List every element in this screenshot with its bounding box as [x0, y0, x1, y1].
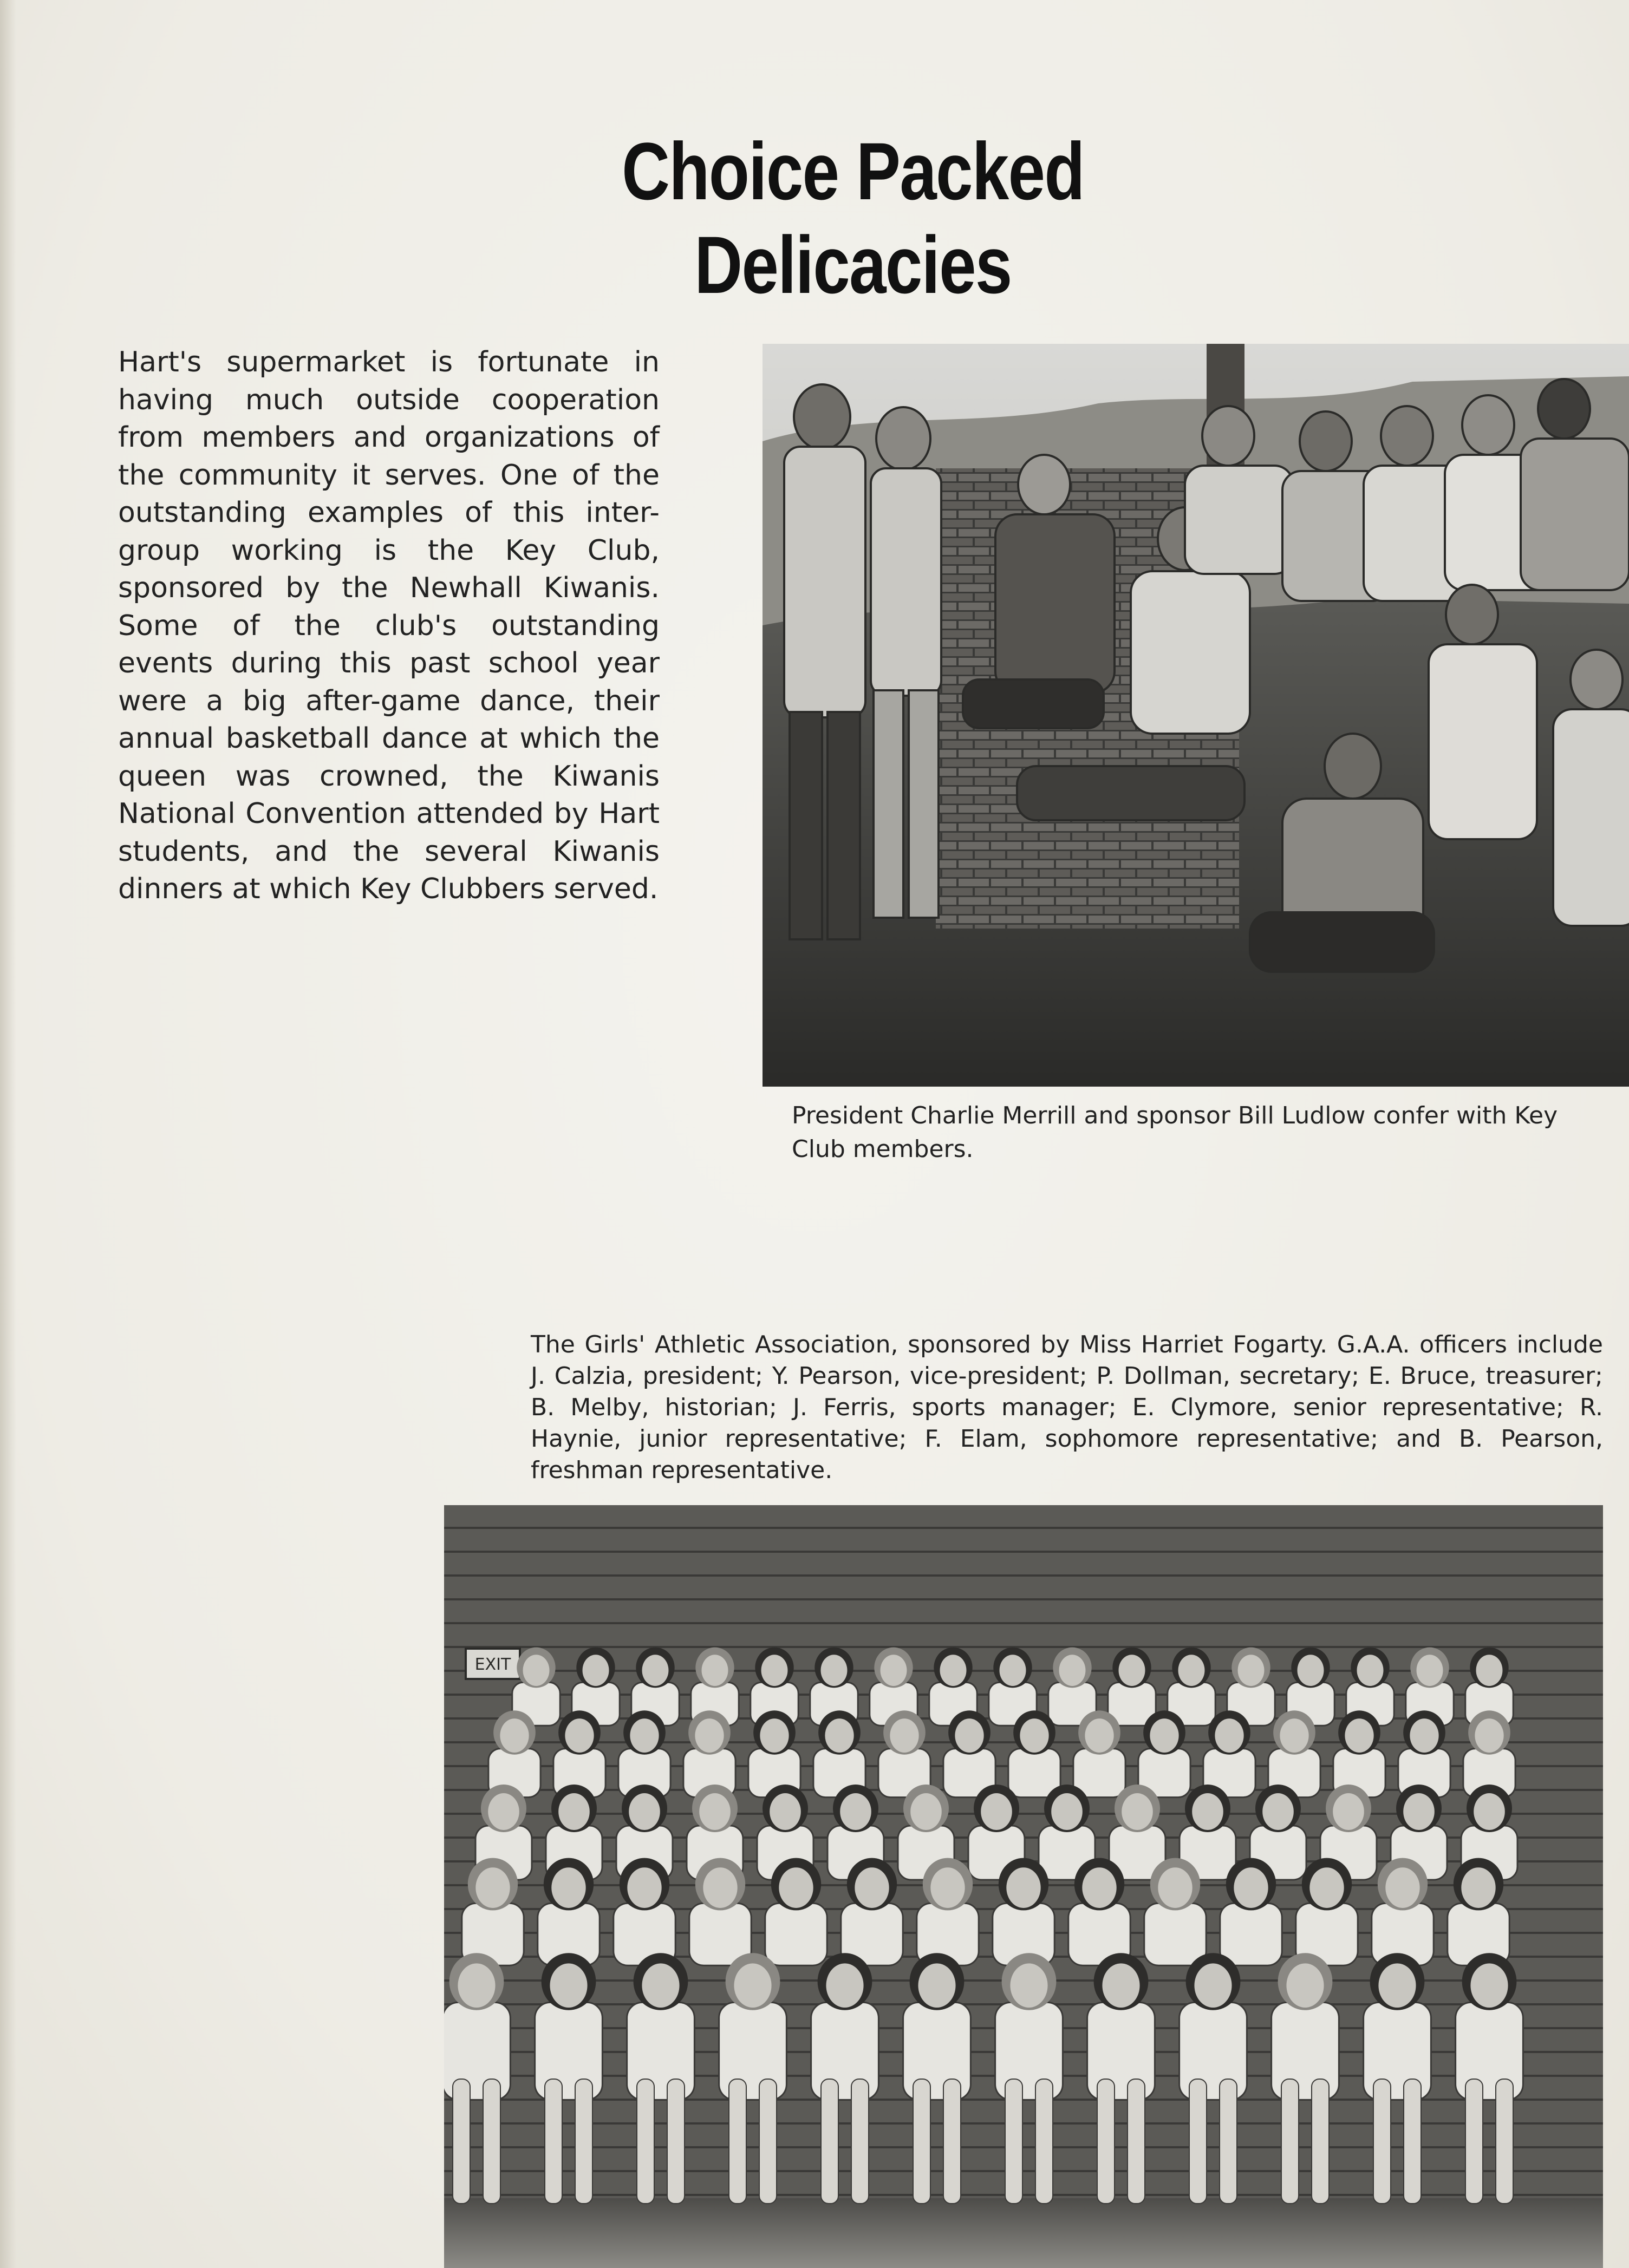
gaa-caption: The Girls' Athletic Association, sponsored by Miss Harriet Fogarty. G.A.A. officers include J. Calzia, president; Y. Pearson, vice-president; P. Dollman, secretary; E. Bruce, treasurer; B. Melby, historian; J. Ferris, sports manager; E. Clymore, senior representative; R. Haynie, junior representative; F. Elam, sophomore representative; and B. Pearson, freshman representative. — [531, 1331, 1603, 1484]
exit-sign-text: EXIT — [474, 1655, 511, 1674]
key-club-caption: President Charlie Merrill and sponsor Bill Ludlow confer with Key Club members. — [792, 1102, 1558, 1163]
binding-edge — [0, 0, 16, 2268]
page-title: Choice Packed Delicacies — [622, 126, 1084, 310]
article-body: Hart's supermarket is fortunate in having much outside cooperation from members and organizations of the community it serves. One of the outstanding examples of this inter-group working is the Key Club, sponsored by the Newhall Kiwanis. Some of the club's outstanding events during this past school year were a big after-game dance, their annual basketball dance at which the queen was crowned, the Kiwanis National Convention attended by Hart students, and the several Kiwanis dinners at which Key Clubbers served. — [118, 346, 660, 905]
gaa-photo — [444, 1505, 1603, 2268]
key-club-photo — [763, 344, 1629, 1087]
